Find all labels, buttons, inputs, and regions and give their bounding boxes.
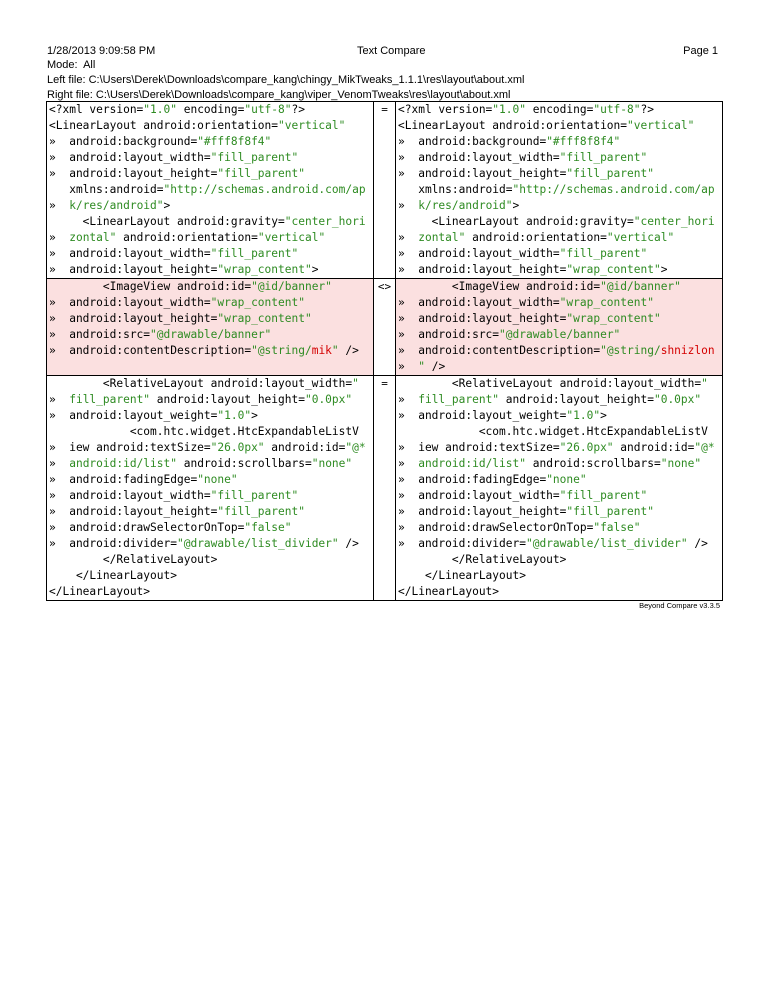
compare-section (47, 102, 723, 279)
code-text: > (311, 263, 319, 276)
code-line (49, 552, 373, 568)
code-text: <?xml version= (49, 103, 144, 116)
code-text: » android:layout_width= (398, 151, 560, 164)
code-line (398, 311, 722, 327)
code-text: ?> (640, 103, 654, 116)
code-text: » android:layout_height= (49, 312, 218, 325)
code-line (49, 408, 373, 424)
code-text: encoding= (176, 103, 245, 116)
code-text: > (251, 409, 258, 422)
code-line (398, 230, 722, 246)
code-text: » (398, 457, 419, 470)
code-text: <LinearLayout android:orientation= (49, 119, 279, 132)
string-literal: "wrap_content" (566, 312, 661, 325)
code-text: > (512, 199, 520, 212)
code-line (49, 150, 373, 166)
code-text: /> (424, 360, 446, 373)
code-line (398, 376, 722, 392)
code-line (49, 584, 373, 600)
code-line (398, 214, 722, 230)
code-text: » (398, 199, 419, 212)
string-literal: " (352, 377, 359, 390)
string-literal: "fill_parent" (217, 167, 305, 180)
left-pane (47, 279, 374, 376)
code-line (398, 424, 722, 440)
code-line (398, 166, 722, 182)
match-marker: = (374, 376, 396, 601)
compare-section (47, 376, 723, 601)
string-literal: "http://schemas.android.com/ap (163, 183, 366, 196)
code-line (398, 584, 722, 600)
code-line (49, 488, 373, 504)
string-literal: "@id/banner" (251, 280, 332, 293)
code-text: xmlns:android= (49, 183, 164, 196)
string-literal: "utf-8" (244, 103, 292, 116)
code-line (398, 408, 722, 424)
code-line (49, 214, 373, 230)
right-file-path: Right file: C:\Users\Derek\Downloads\compare_kang\viper_VenomTweaks\res\layout\about.xml (47, 89, 511, 101)
changed-text: shnizlon (660, 344, 715, 357)
string-literal: "fill_parent" (559, 247, 648, 260)
code-line (398, 118, 722, 134)
code-text: ?> (291, 103, 305, 116)
code-line (49, 392, 373, 408)
code-text: » android:layout_height= (398, 263, 567, 276)
code-text: » android:layout_width= (49, 489, 211, 502)
string-literal: " (701, 377, 708, 390)
code-text: » android:layout_height= (398, 312, 567, 325)
code-text: /> (338, 344, 359, 357)
left-pane (47, 102, 374, 279)
match-marker: <> (374, 279, 396, 376)
code-text: <RelativeLayout android:layout_width= (49, 377, 353, 390)
code-text: » android:layout_width= (398, 489, 560, 502)
string-literal: "wrap_content" (559, 296, 654, 309)
string-literal: "utf-8" (593, 103, 641, 116)
code-line (398, 279, 722, 295)
code-line (398, 504, 722, 520)
code-text: <ImageView android:id= (398, 280, 601, 293)
code-text: <RelativeLayout android:layout_width= (398, 377, 702, 390)
string-literal: "wrap_content" (210, 296, 305, 309)
string-literal: "none" (660, 457, 702, 470)
code-text: </LinearLayout> (398, 585, 500, 598)
string-literal: "wrap_content" (566, 263, 661, 276)
code-text: /> (687, 537, 708, 550)
code-line (49, 198, 373, 214)
code-text: » android:src= (49, 328, 151, 341)
code-line (398, 392, 722, 408)
string-literal: "fill_parent" (566, 505, 654, 518)
code-line (49, 536, 373, 552)
code-line (398, 246, 722, 262)
code-text: » android:layout_height= (398, 505, 567, 518)
code-line (49, 343, 373, 359)
code-text: » android:divider= (398, 537, 526, 550)
string-literal: "@string/ (600, 344, 661, 357)
code-text: </LinearLayout> (49, 585, 151, 598)
report-datetime: 1/28/2013 9:09:58 PM (47, 45, 156, 57)
code-text: » android:fadingEdge= (398, 473, 547, 486)
code-line (49, 262, 373, 278)
code-line (398, 456, 722, 472)
string-literal: "0.0px" (304, 393, 353, 406)
string-literal: "fill_parent" (566, 167, 654, 180)
code-line (49, 440, 373, 456)
string-literal: "wrap_content" (217, 263, 312, 276)
report-title: Text Compare (357, 45, 426, 57)
code-line (398, 327, 722, 343)
code-text: > (163, 199, 171, 212)
code-text: android:id= (613, 441, 695, 454)
code-text: <com.htc.widget.HtcExpandableListV (398, 425, 708, 438)
right-pane (396, 279, 723, 376)
code-text: » (398, 360, 419, 373)
string-literal: "1.0" (492, 103, 526, 116)
string-literal: "@drawable/list_divider" (176, 537, 339, 550)
string-literal: "#fff8f8f4" (546, 135, 621, 148)
string-literal: "@* (694, 441, 715, 454)
string-literal: "false" (244, 521, 292, 534)
string-literal: zontal" (69, 231, 117, 244)
string-literal: "1.0" (143, 103, 177, 116)
code-line (49, 327, 373, 343)
code-text: » android:layout_height= (49, 505, 218, 518)
code-text: xmlns:android= (398, 183, 513, 196)
code-line (398, 359, 722, 375)
string-literal: "center_hori (284, 215, 366, 228)
code-text: <LinearLayout android:gravity= (398, 215, 634, 228)
code-text: » android:background= (49, 135, 198, 148)
changed-text: mik (311, 344, 332, 357)
compare-section (47, 279, 723, 376)
code-line (398, 295, 722, 311)
code-line (398, 536, 722, 552)
string-literal: "http://schemas.android.com/ap (512, 183, 715, 196)
code-line (398, 102, 722, 118)
string-literal: "center_hori (633, 215, 715, 228)
code-text: » android:layout_width= (398, 296, 560, 309)
code-text: android:scrollbars= (526, 457, 661, 470)
code-text: » (49, 393, 70, 406)
string-literal: "26.0px" (559, 441, 614, 454)
code-text: » android:layout_height= (49, 263, 218, 276)
string-literal: " (331, 344, 339, 357)
code-text: » android:layout_height= (49, 167, 218, 180)
compare-mode: Mode: All (47, 59, 96, 71)
code-line (398, 568, 722, 584)
code-text: </RelativeLayout> (398, 553, 567, 566)
code-text: » android:layout_width= (398, 247, 560, 260)
string-literal: android:id/list" (418, 457, 526, 470)
code-text: </LinearLayout> (398, 569, 526, 582)
code-text: android:orientation= (465, 231, 607, 244)
code-line (49, 182, 373, 198)
string-literal: "fill_parent" (559, 489, 648, 502)
code-line (398, 520, 722, 536)
footer-version: Beyond Compare v3.3.5 (639, 601, 720, 610)
code-text: android:layout_height= (150, 393, 305, 406)
code-line (49, 295, 373, 311)
code-text: » (49, 199, 70, 212)
code-line (49, 472, 373, 488)
code-line (398, 552, 722, 568)
string-literal: "#fff8f8f4" (197, 135, 272, 148)
code-text: » android:divider= (49, 537, 177, 550)
string-literal: "false" (593, 521, 641, 534)
code-text: » android:src= (398, 328, 500, 341)
code-line (49, 279, 373, 295)
string-literal: "vertical" (278, 119, 346, 132)
string-literal: "vertical" (257, 231, 326, 244)
string-literal: "0.0px" (653, 393, 702, 406)
string-literal: "fill_parent" (217, 505, 305, 518)
code-line (49, 230, 373, 246)
code-text: » android:layout_weight= (398, 409, 567, 422)
code-text: <com.htc.widget.HtcExpandableListV (49, 425, 359, 438)
string-literal: "fill_parent" (210, 247, 299, 260)
code-text: » android:layout_width= (49, 247, 211, 260)
string-literal: "@* (345, 441, 366, 454)
code-text: » android:background= (398, 135, 547, 148)
code-line (49, 520, 373, 536)
code-line (49, 504, 373, 520)
code-text: » android:layout_width= (49, 296, 211, 309)
string-literal: "none" (311, 457, 353, 470)
string-literal: "@drawable/list_divider" (525, 537, 688, 550)
code-text: > (660, 263, 668, 276)
string-literal: "fill_parent" (210, 489, 299, 502)
string-literal: android:id/list" (69, 457, 177, 470)
compare-table (46, 101, 723, 601)
string-literal: " (418, 360, 425, 373)
string-literal: "vertical" (606, 231, 675, 244)
code-line (49, 134, 373, 150)
code-text: android:orientation= (116, 231, 258, 244)
string-literal: "fill_parent" (559, 151, 648, 164)
code-text: encoding= (525, 103, 594, 116)
code-line (49, 102, 373, 118)
string-literal: "@drawable/banner" (499, 328, 621, 341)
code-text: » android:contentDescription= (398, 344, 601, 357)
left-file-path: Left file: C:\Users\Derek\Downloads\compare_kang\chingy_MikTweaks_1.1.1\res\layout\about.xml (47, 74, 525, 86)
string-literal: fill_parent" (418, 393, 500, 406)
code-line (49, 246, 373, 262)
right-pane (396, 102, 723, 279)
code-text: <LinearLayout android:orientation= (398, 119, 628, 132)
string-literal: fill_parent" (69, 393, 151, 406)
code-line (398, 150, 722, 166)
string-literal: "none" (197, 473, 238, 486)
page-number: Page 1 (683, 45, 718, 57)
code-text: » android:layout_width= (49, 151, 211, 164)
match-marker: = (374, 102, 396, 279)
code-text: /> (338, 537, 359, 550)
string-literal: "@drawable/banner" (150, 328, 272, 341)
code-text: <ImageView android:id= (49, 280, 252, 293)
code-text: <LinearLayout android:gravity= (49, 215, 285, 228)
code-text: » android:drawSelectorOnTop= (49, 521, 245, 534)
code-line (49, 166, 373, 182)
code-text: android:layout_height= (499, 393, 654, 406)
string-literal: "1.0" (566, 409, 601, 422)
code-line (49, 311, 373, 327)
string-literal: zontal" (418, 231, 466, 244)
code-line (398, 262, 722, 278)
code-line (49, 118, 373, 134)
right-pane (396, 376, 723, 601)
code-line (398, 182, 722, 198)
code-text: » iew android:textSize= (49, 441, 211, 454)
string-literal: "@string/ (251, 344, 312, 357)
code-text: » (398, 231, 419, 244)
string-literal: "26.0px" (210, 441, 265, 454)
code-line (398, 472, 722, 488)
code-text: » iew android:textSize= (398, 441, 560, 454)
code-line (398, 134, 722, 150)
code-line (49, 456, 373, 472)
code-text: <?xml version= (398, 103, 493, 116)
code-text: » (398, 393, 419, 406)
code-text: » android:drawSelectorOnTop= (398, 521, 594, 534)
code-line (49, 568, 373, 584)
code-line (398, 440, 722, 456)
string-literal: "vertical" (627, 119, 695, 132)
code-text: » android:contentDescription= (49, 344, 252, 357)
code-line (49, 376, 373, 392)
code-text: » (49, 231, 70, 244)
code-line (398, 343, 722, 359)
code-text: » android:layout_weight= (49, 409, 218, 422)
code-text: </RelativeLayout> (49, 553, 218, 566)
code-line (49, 424, 373, 440)
string-literal: "@id/banner" (600, 280, 681, 293)
code-text: </LinearLayout> (49, 569, 177, 582)
code-text: » android:layout_height= (398, 167, 567, 180)
string-literal: "1.0" (217, 409, 252, 422)
code-text: android:scrollbars= (177, 457, 312, 470)
code-text: » android:fadingEdge= (49, 473, 198, 486)
string-literal: k/res/android" (69, 199, 164, 212)
code-text: > (600, 409, 607, 422)
string-literal: "fill_parent" (210, 151, 299, 164)
string-literal: "wrap_content" (217, 312, 312, 325)
string-literal: "none" (546, 473, 587, 486)
code-line (398, 488, 722, 504)
code-text: android:id= (264, 441, 346, 454)
left-pane (47, 376, 374, 601)
string-literal: k/res/android" (418, 199, 513, 212)
code-text: » (49, 457, 70, 470)
code-line (398, 198, 722, 214)
